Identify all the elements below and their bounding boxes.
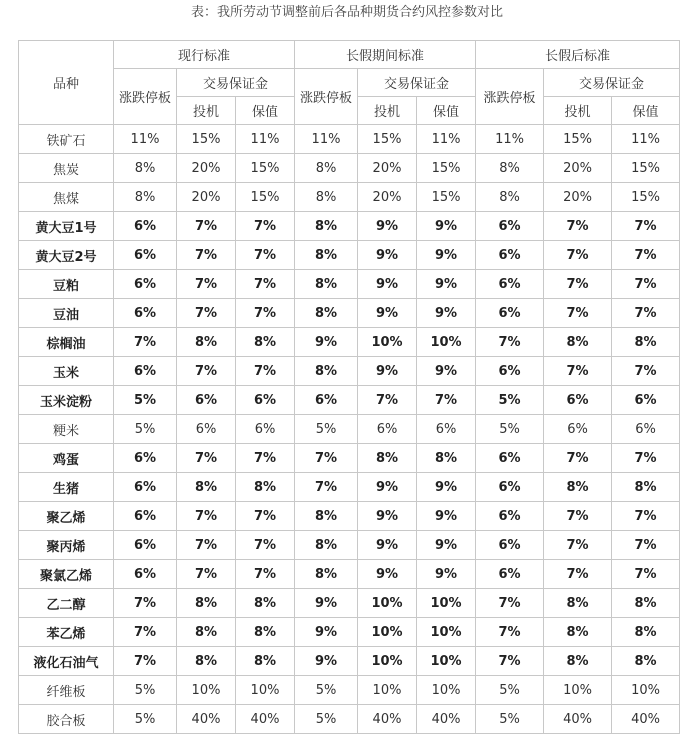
- table-cell: 6%: [476, 473, 544, 502]
- header-margin-after: 交易保证金: [544, 69, 680, 97]
- variety-name: 聚氯乙烯: [19, 560, 114, 589]
- header-group-current: 现行标准: [114, 41, 295, 69]
- table-row: [19, 357, 680, 386]
- table-cell: 8%: [612, 328, 680, 357]
- table-cell: 9%: [295, 589, 358, 618]
- table-cell: 5%: [114, 705, 177, 734]
- table-cell: 8%: [544, 589, 612, 618]
- table-cell: 7%: [476, 328, 544, 357]
- table-cell: 8%: [544, 647, 612, 676]
- table-cell: 7%: [476, 618, 544, 647]
- table-cell: 20%: [358, 154, 417, 183]
- table-cell: 10%: [358, 647, 417, 676]
- table-cell: 11%: [476, 125, 544, 154]
- table-cell: 9%: [295, 328, 358, 357]
- table-cell: 10%: [236, 676, 295, 705]
- variety-name: 苯乙烯: [19, 618, 114, 647]
- table-cell: 7%: [114, 589, 177, 618]
- table-cell: 8%: [295, 299, 358, 328]
- header-hedge-holiday: 保值: [417, 97, 476, 125]
- table-cell: 10%: [177, 676, 236, 705]
- table-cell: 6%: [544, 386, 612, 415]
- table-cell: 8%: [295, 270, 358, 299]
- header-hedge-current: 保值: [236, 97, 295, 125]
- table-cell: 8%: [177, 589, 236, 618]
- table-cell: 15%: [236, 154, 295, 183]
- table-cell: 7%: [177, 299, 236, 328]
- table-cell: 8%: [236, 328, 295, 357]
- table-row: [19, 473, 680, 502]
- variety-name: 黄大豆1号: [19, 212, 114, 241]
- table-cell: 40%: [544, 705, 612, 734]
- table-cell: 7%: [236, 502, 295, 531]
- table-cell: 11%: [114, 125, 177, 154]
- table-cell: 7%: [236, 241, 295, 270]
- table-row: [19, 531, 680, 560]
- table-cell: 7%: [544, 241, 612, 270]
- table-cell: 8%: [177, 473, 236, 502]
- table-cell: 15%: [612, 183, 680, 212]
- table-cell: 9%: [417, 473, 476, 502]
- variety-name: 纤维板: [19, 676, 114, 705]
- table-cell: 7%: [612, 270, 680, 299]
- table-cell: 6%: [114, 270, 177, 299]
- table-cell: 9%: [358, 473, 417, 502]
- variety-name: 液化石油气: [19, 647, 114, 676]
- variety-name: 豆粕: [19, 270, 114, 299]
- header-margin-current: 交易保证金: [177, 69, 295, 97]
- table-cell: 6%: [114, 502, 177, 531]
- table-cell: 7%: [544, 531, 612, 560]
- table-cell: 9%: [417, 357, 476, 386]
- table-cell: 6%: [114, 357, 177, 386]
- table-row: [19, 502, 680, 531]
- table-cell: 10%: [358, 589, 417, 618]
- table-cell: 10%: [358, 676, 417, 705]
- table-cell: 6%: [476, 270, 544, 299]
- table-cell: 8%: [417, 444, 476, 473]
- table-row: [19, 560, 680, 589]
- table-cell: 15%: [358, 125, 417, 154]
- table-cell: 7%: [114, 647, 177, 676]
- table-cell: 7%: [177, 212, 236, 241]
- table-cell: 11%: [295, 125, 358, 154]
- variety-name: 黄大豆2号: [19, 241, 114, 270]
- table-cell: 7%: [236, 560, 295, 589]
- table-cell: 6%: [114, 241, 177, 270]
- table-cell: 9%: [358, 270, 417, 299]
- table-cell: 5%: [114, 415, 177, 444]
- variety-name: 粳米: [19, 415, 114, 444]
- table-cell: 7%: [177, 560, 236, 589]
- table-row: [19, 212, 680, 241]
- table-cell: 11%: [236, 125, 295, 154]
- table-body: [19, 125, 680, 734]
- variety-name: 聚乙烯: [19, 502, 114, 531]
- risk-parameter-table: [18, 40, 680, 734]
- table-cell: 5%: [114, 676, 177, 705]
- table-cell: 6%: [476, 357, 544, 386]
- table-cell: 7%: [417, 386, 476, 415]
- table-cell: 8%: [358, 444, 417, 473]
- variety-name: 玉米淀粉: [19, 386, 114, 415]
- table-cell: 6%: [295, 386, 358, 415]
- table-cell: 10%: [358, 618, 417, 647]
- table-cell: 7%: [612, 444, 680, 473]
- table-cell: 8%: [114, 154, 177, 183]
- table-cell: 6%: [114, 444, 177, 473]
- table-cell: 7%: [114, 618, 177, 647]
- table-cell: 6%: [114, 299, 177, 328]
- table-cell: 8%: [295, 183, 358, 212]
- table-cell: 20%: [358, 183, 417, 212]
- table-cell: 7%: [236, 357, 295, 386]
- table-cell: 7%: [612, 299, 680, 328]
- table-cell: 8%: [295, 357, 358, 386]
- table-cell: 8%: [612, 473, 680, 502]
- table-cell: 9%: [417, 241, 476, 270]
- table-cell: 9%: [417, 299, 476, 328]
- table-cell: 20%: [544, 183, 612, 212]
- table-row: [19, 183, 680, 212]
- table-cell: 5%: [476, 705, 544, 734]
- table-cell: 7%: [612, 212, 680, 241]
- table-cell: 15%: [236, 183, 295, 212]
- variety-name: 玉米: [19, 357, 114, 386]
- table-cell: 9%: [417, 270, 476, 299]
- table-cell: 5%: [476, 676, 544, 705]
- table-cell: 9%: [358, 531, 417, 560]
- table-cell: 20%: [177, 154, 236, 183]
- header-spec-holiday: 投机: [358, 97, 417, 125]
- table-cell: 7%: [612, 241, 680, 270]
- table-cell: 7%: [544, 357, 612, 386]
- table-cell: 15%: [417, 154, 476, 183]
- variety-name: 焦炭: [19, 154, 114, 183]
- table-cell: 6%: [476, 212, 544, 241]
- table-cell: 6%: [612, 415, 680, 444]
- table-cell: 10%: [417, 647, 476, 676]
- table-cell: 9%: [358, 357, 417, 386]
- table-cell: 9%: [358, 299, 417, 328]
- table-cell: 7%: [236, 299, 295, 328]
- header-margin-holiday: 交易保证金: [358, 69, 476, 97]
- table-cell: 5%: [295, 705, 358, 734]
- table-cell: 7%: [295, 444, 358, 473]
- table-cell: 7%: [177, 444, 236, 473]
- table-cell: 40%: [358, 705, 417, 734]
- table-cell: 7%: [476, 589, 544, 618]
- table-cell: 7%: [544, 299, 612, 328]
- table-cell: 7%: [236, 212, 295, 241]
- header-hedge-after: 保值: [612, 97, 680, 125]
- table-cell: 7%: [114, 328, 177, 357]
- table-cell: 7%: [544, 270, 612, 299]
- header-spec-after: 投机: [544, 97, 612, 125]
- table-cell: 5%: [114, 386, 177, 415]
- table-cell: 6%: [236, 386, 295, 415]
- table-cell: 7%: [476, 647, 544, 676]
- table-row: [19, 676, 680, 705]
- table-cell: 6%: [476, 241, 544, 270]
- table-cell: 8%: [544, 473, 612, 502]
- table-cell: 8%: [476, 154, 544, 183]
- table-cell: 6%: [236, 415, 295, 444]
- table-row: [19, 328, 680, 357]
- table-cell: 5%: [476, 415, 544, 444]
- table-cell: 5%: [295, 676, 358, 705]
- table-cell: 6%: [114, 531, 177, 560]
- table-cell: 6%: [114, 212, 177, 241]
- table-cell: 7%: [177, 241, 236, 270]
- table-cell: 7%: [236, 444, 295, 473]
- table-row: [19, 415, 680, 444]
- table-cell: 7%: [544, 212, 612, 241]
- table-cell: 9%: [417, 212, 476, 241]
- table-cell: 10%: [358, 328, 417, 357]
- table-cell: 7%: [612, 560, 680, 589]
- table-row: [19, 444, 680, 473]
- table-cell: 6%: [476, 299, 544, 328]
- table-cell: 7%: [236, 270, 295, 299]
- table-cell: 9%: [358, 560, 417, 589]
- table-cell: 8%: [236, 618, 295, 647]
- table-cell: 8%: [295, 531, 358, 560]
- table-cell: 8%: [236, 647, 295, 676]
- header-group-after: 长假后标准: [476, 41, 680, 69]
- table-row: [19, 154, 680, 183]
- table-cell: 8%: [612, 647, 680, 676]
- table-cell: 8%: [612, 589, 680, 618]
- table-cell: 8%: [295, 560, 358, 589]
- table-cell: 8%: [295, 502, 358, 531]
- table-row: [19, 647, 680, 676]
- table-cell: 15%: [612, 154, 680, 183]
- table-cell: 9%: [358, 212, 417, 241]
- table-cell: 10%: [417, 589, 476, 618]
- table-cell: 7%: [612, 531, 680, 560]
- table-cell: 6%: [476, 502, 544, 531]
- table-cell: 8%: [236, 473, 295, 502]
- table-cell: 6%: [612, 386, 680, 415]
- table-cell: 10%: [544, 676, 612, 705]
- table-cell: 9%: [417, 560, 476, 589]
- table-cell: 6%: [114, 473, 177, 502]
- variety-name: 棕榈油: [19, 328, 114, 357]
- table-cell: 15%: [417, 183, 476, 212]
- table-cell: 9%: [295, 647, 358, 676]
- table-row: [19, 270, 680, 299]
- table-cell: 7%: [544, 502, 612, 531]
- table-cell: 9%: [417, 531, 476, 560]
- table-cell: 9%: [417, 502, 476, 531]
- header-group-holiday: 长假期间标准: [295, 41, 476, 69]
- table-cell: 9%: [358, 502, 417, 531]
- table-cell: 9%: [295, 618, 358, 647]
- table-cell: 7%: [177, 502, 236, 531]
- table-cell: 6%: [544, 415, 612, 444]
- table-cell: 6%: [476, 444, 544, 473]
- table-cell: 8%: [295, 241, 358, 270]
- table-cell: 10%: [417, 676, 476, 705]
- variety-name: 鸡蛋: [19, 444, 114, 473]
- table-cell: 7%: [612, 502, 680, 531]
- table-cell: 7%: [236, 531, 295, 560]
- table-cell: 40%: [417, 705, 476, 734]
- table-cell: 8%: [295, 154, 358, 183]
- table-row: [19, 125, 680, 154]
- table-cell: 6%: [358, 415, 417, 444]
- variety-name: 生猪: [19, 473, 114, 502]
- table-cell: 8%: [544, 618, 612, 647]
- table-cell: 7%: [544, 444, 612, 473]
- table-caption: 表：我所劳动节调整前后各品种期货合约风控参数对比: [190, 5, 503, 20]
- table-cell: 7%: [544, 560, 612, 589]
- table-cell: 6%: [114, 560, 177, 589]
- table-cell: 8%: [177, 328, 236, 357]
- table-cell: 10%: [417, 618, 476, 647]
- table-cell: 7%: [295, 473, 358, 502]
- header-limit-current: 涨跌停板: [114, 69, 177, 125]
- table-row: [19, 618, 680, 647]
- table-cell: 8%: [612, 618, 680, 647]
- table-cell: 7%: [177, 270, 236, 299]
- table-cell: 10%: [417, 328, 476, 357]
- table-cell: 11%: [612, 125, 680, 154]
- variety-name: 焦煤: [19, 183, 114, 212]
- table-cell: 9%: [358, 241, 417, 270]
- table-cell: 8%: [114, 183, 177, 212]
- table-cell: 6%: [476, 560, 544, 589]
- table-cell: 7%: [177, 531, 236, 560]
- variety-name: 胶合板: [19, 705, 114, 734]
- header-spec-current: 投机: [177, 97, 236, 125]
- table-cell: 40%: [236, 705, 295, 734]
- table-cell: 6%: [476, 531, 544, 560]
- table-cell: 7%: [358, 386, 417, 415]
- table-cell: 15%: [177, 125, 236, 154]
- table-cell: 40%: [612, 705, 680, 734]
- table-cell: 20%: [544, 154, 612, 183]
- table-cell: 7%: [177, 357, 236, 386]
- table-row: [19, 589, 680, 618]
- variety-name: 乙二醇: [19, 589, 114, 618]
- table-cell: 10%: [612, 676, 680, 705]
- table-cell: 8%: [295, 212, 358, 241]
- table-cell: 8%: [544, 328, 612, 357]
- table-cell: 6%: [177, 386, 236, 415]
- table-cell: 8%: [236, 589, 295, 618]
- table-cell: 5%: [295, 415, 358, 444]
- variety-name: 聚丙烯: [19, 531, 114, 560]
- table-cell: 5%: [476, 386, 544, 415]
- variety-name: 豆油: [19, 299, 114, 328]
- table-cell: 6%: [177, 415, 236, 444]
- table-cell: 11%: [417, 125, 476, 154]
- table-cell: 15%: [544, 125, 612, 154]
- table-cell: 6%: [417, 415, 476, 444]
- variety-name: 铁矿石: [19, 125, 114, 154]
- table-cell: 8%: [476, 183, 544, 212]
- table-row: [19, 241, 680, 270]
- table-row: [19, 705, 680, 734]
- table-cell: 20%: [177, 183, 236, 212]
- table-cell: 40%: [177, 705, 236, 734]
- header-variety: 品种: [19, 41, 114, 125]
- header-limit-after: 涨跌停板: [476, 69, 544, 125]
- table-cell: 8%: [177, 647, 236, 676]
- table-cell: 7%: [612, 357, 680, 386]
- table-row: [19, 299, 680, 328]
- table-cell: 8%: [177, 618, 236, 647]
- header-limit-holiday: 涨跌停板: [295, 69, 358, 125]
- table-row: [19, 386, 680, 415]
